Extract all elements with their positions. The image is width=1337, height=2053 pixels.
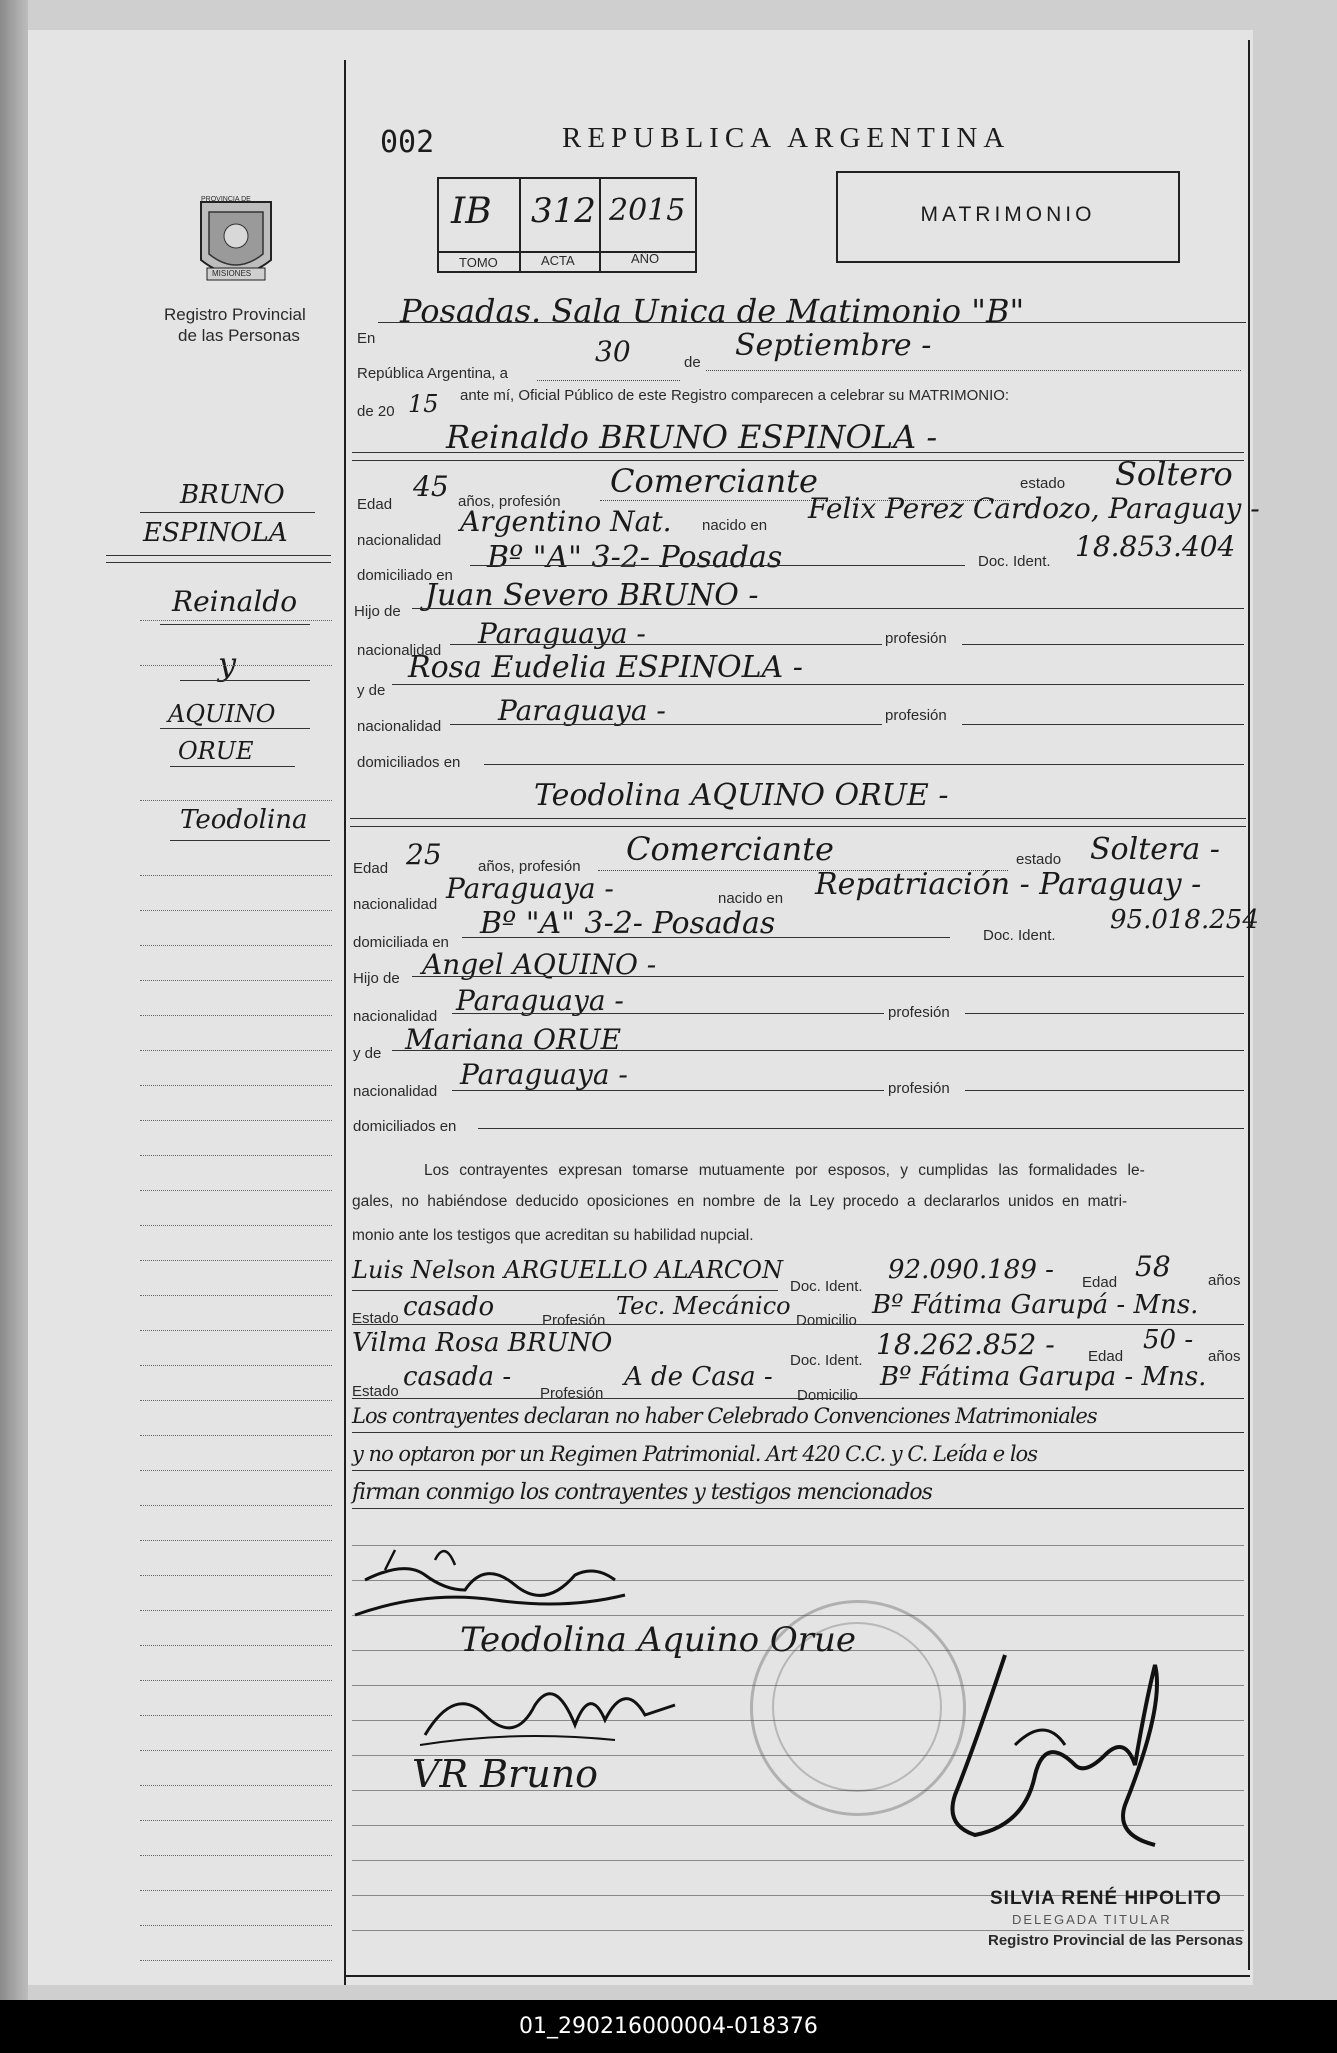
witness1-anos-label: años <box>1208 1272 1241 1289</box>
groom-domicilio: Bº "A" 3-2- Posadas <box>487 540 783 575</box>
groom-nacido-label: nacido en <box>702 517 768 534</box>
notes-line3: firman conmigo los contrayentes y testigos mencionados <box>352 1480 932 1505</box>
witness2-doc-label: Doc. Ident. <box>790 1352 863 1369</box>
groom-domiciliados-label: domiciliados en <box>357 754 461 771</box>
bride-nacido: Repatriación - Paraguay - <box>815 867 1202 902</box>
tomo-acta-box <box>437 177 697 273</box>
witness1-estado-label: Estado <box>352 1310 399 1327</box>
signature-groom <box>345 1520 635 1630</box>
bride-nacido-label: nacido en <box>718 890 784 907</box>
witness2-estado: casada - <box>403 1362 512 1392</box>
witness1-domicilio: Bº Fátima Garupá - Mns. <box>872 1290 1199 1320</box>
groom-profesion: Comerciante <box>610 462 818 500</box>
bride-father-nac-label: nacionalidad <box>353 1008 438 1025</box>
signature-official <box>915 1625 1175 1865</box>
month: Septiembre - <box>735 328 932 363</box>
declaration-line3: monio ante los testigos que acreditan su habilidad nupcial. <box>352 1227 754 1244</box>
seal-top-text: PROVINCIA DE <box>201 196 251 203</box>
acta-value: 312 <box>531 191 596 231</box>
bride-mother-nac-label: nacionalidad <box>353 1083 438 1100</box>
groom-nacido: Felix Perez Cardozo, Paraguay - <box>808 492 1260 525</box>
witness2-edad-label: Edad <box>1088 1348 1124 1365</box>
statement: ante mí, Oficial Público de este Registro comparecen a celebrar su MATRIMONIO: <box>460 387 1010 404</box>
de-label: de <box>684 354 701 371</box>
acta-label: ACTA <box>541 253 575 268</box>
witness2-domicilio-label: Domicilio <box>797 1387 858 1404</box>
groom-doc: 18.853.404 <box>1075 530 1236 563</box>
groom-mother-prof-label: profesión <box>885 707 947 724</box>
margin-note-given2: Teodolina <box>180 805 308 835</box>
day: 30 <box>595 335 631 368</box>
groom-edad: 45 <box>413 470 449 503</box>
groom-edad-label: Edad <box>357 496 393 513</box>
tomo-label: TOMO <box>459 255 498 270</box>
signature-witness1 <box>415 1665 695 1755</box>
groom-nacionalidad: Argentino Nat. <box>460 505 672 538</box>
bride-mother-nac: Paraguaya - <box>460 1058 628 1091</box>
groom-mother-nac-label: nacionalidad <box>357 718 442 735</box>
witness2-doc: 18.262.852 - <box>876 1328 1055 1361</box>
official-title: DELEGADA TITULAR <box>1012 1912 1172 1927</box>
witness1-edad: 58 <box>1135 1250 1171 1283</box>
bride-domiciliados-label: domiciliados en <box>353 1118 457 1135</box>
groom-father: Juan Severo BRUNO - <box>425 578 759 613</box>
bride-estado: Soltera - <box>1090 832 1220 867</box>
seal-bottom-text: MISIONES <box>212 269 252 278</box>
bottom-frame-line <box>345 1975 1250 1977</box>
bride-father-nac: Paraguaya - <box>456 984 624 1017</box>
official-name: SILVIA RENÉ HIPOLITO <box>990 1888 1222 1909</box>
doc-number: 002 <box>380 125 435 160</box>
bride-father: Angel AQUINO - <box>422 948 657 981</box>
witness1-estado: casado <box>403 1292 495 1322</box>
witness2-estado-label: Estado <box>352 1383 399 1400</box>
groom-domicilio-label: domiciliado en <box>357 567 453 584</box>
en-label: En <box>357 330 376 347</box>
witness2-edad: 50 - <box>1143 1325 1194 1355</box>
tomo-value: IB <box>451 191 492 232</box>
official-registry: Registro Provincial de las Personas <box>988 1932 1244 1949</box>
margin-note-surname2: ESPINOLA <box>143 518 288 548</box>
groom-father-prof-label: profesión <box>885 630 947 647</box>
ano-value: 2015 <box>609 193 686 228</box>
registry-name-line2: de las Personas <box>178 326 300 345</box>
margin-note-given1: Reinaldo <box>172 585 298 618</box>
witness1-edad-label: Edad <box>1082 1274 1118 1291</box>
bride-edad-label: Edad <box>353 860 389 877</box>
groom-nac-label: nacionalidad <box>357 532 442 549</box>
groom-mother-nac: Paraguaya - <box>498 694 666 727</box>
witness2-profesion-label: Profesión <box>540 1385 604 1402</box>
registry-name-line1: Registro Provincial <box>164 305 306 324</box>
doc-type-box <box>836 171 1180 263</box>
groom-name: Reinaldo BRUNO ESPINOLA - <box>446 418 938 456</box>
signature-bride: Teodolina Aquino Orue <box>460 1620 856 1660</box>
witness2-domicilio: Bº Fátima Garupa - Mns. <box>880 1362 1207 1392</box>
year-prefix: de 20 <box>357 403 395 420</box>
groom-mother: Rosa Eudelia ESPINOLA - <box>408 650 803 685</box>
bride-nac-label: nacionalidad <box>353 896 438 913</box>
groom-father-nac-label: nacionalidad <box>357 642 442 659</box>
groom-anos-label: años, profesión <box>458 493 561 510</box>
witness2-profesion: A de Casa - <box>624 1362 773 1392</box>
bride-mother: Mariana ORUE <box>405 1023 622 1056</box>
bride-estado-label: estado <box>1016 851 1062 868</box>
margin-note-surname1: BRUNO <box>180 480 285 510</box>
bride-anos-label: años, profesión <box>478 858 581 875</box>
witness1-profesion: Tec. Mecánico <box>616 1292 791 1320</box>
witness1-name: Luis Nelson ARGUELLO ALARCON <box>352 1256 783 1284</box>
country-heading: REPUBLICA ARGENTINA <box>562 122 1011 154</box>
doc-type: MATRIMONIO <box>920 203 1096 226</box>
footer-code: 01_290216000004-018376 <box>0 2000 1337 2053</box>
witness1-doc: 92.090.189 - <box>888 1255 1054 1285</box>
declaration-line2: gales, no habiéndose deducido oposiciones en nombre de la Ley procedo a declararlos unidos en matri- <box>352 1193 1128 1210</box>
right-frame-line <box>1248 40 1250 1970</box>
year-suffix: 15 <box>408 390 439 418</box>
bride-doc: 95.018.254 <box>1110 905 1259 935</box>
ano-label: AÑO <box>631 251 660 266</box>
bride-doc-label: Doc. Ident. <box>983 927 1056 944</box>
left-frame-line <box>344 60 346 1985</box>
bride-domicilio: Bº "A" 3-2- Posadas <box>480 906 776 941</box>
groom-estado: Soltero <box>1115 455 1233 493</box>
bride-profesion: Comerciante <box>626 830 834 868</box>
signature-witness2: VR Bruno <box>412 1752 599 1796</box>
groom-doc-label: Doc. Ident. <box>978 553 1051 570</box>
groom-yde-label: y de <box>357 682 386 699</box>
groom-father-nac: Paraguaya - <box>478 617 646 650</box>
margin-note-surname4: ORUE <box>178 737 254 765</box>
declaration-line1: Los contrayentes expresan tomarse mutuamente por esposos, y cumplidas las formalidades le- <box>424 1162 1145 1179</box>
groom-estado-label: estado <box>1020 475 1066 492</box>
witness1-domicilio-label: Domicilio <box>796 1312 857 1329</box>
bride-name: Teodolina AQUINO ORUE - <box>534 778 949 813</box>
margin-note-surname3: AQUINO <box>168 700 276 728</box>
notes-line1: Los contrayentes declaran no haber Celebrado Convenciones Matrimoniales <box>352 1404 1097 1428</box>
margin-note-conjunction: y <box>218 645 237 683</box>
bride-domicilio-label: domiciliada en <box>353 934 449 951</box>
bride-nacionalidad: Paraguaya - <box>446 872 614 905</box>
witness1-profesion-label: Profesión <box>542 1312 606 1329</box>
bride-father-prof-label: profesión <box>888 1004 950 1021</box>
republica-label: República Argentina, a <box>357 365 508 382</box>
bride-yde-label: y de <box>353 1045 382 1062</box>
witness2-name: Vilma Rosa BRUNO <box>352 1328 613 1358</box>
bride-mother-prof-label: profesión <box>888 1080 950 1097</box>
groom-hijo-label: Hijo de <box>354 603 401 620</box>
binding-edge <box>0 0 28 2000</box>
witness1-doc-label: Doc. Ident. <box>790 1278 863 1295</box>
bride-hijo-label: Hijo de <box>353 970 400 987</box>
witness2-anos-label: años <box>1208 1348 1241 1365</box>
bride-edad: 25 <box>406 838 442 871</box>
place: Posadas. Sala Unica de Matimonio "B" <box>400 292 1025 330</box>
notes-line2: y no optaron por un Regimen Patrimonial. Art 420 C.C. y C. Leída e los <box>352 1442 1037 1466</box>
